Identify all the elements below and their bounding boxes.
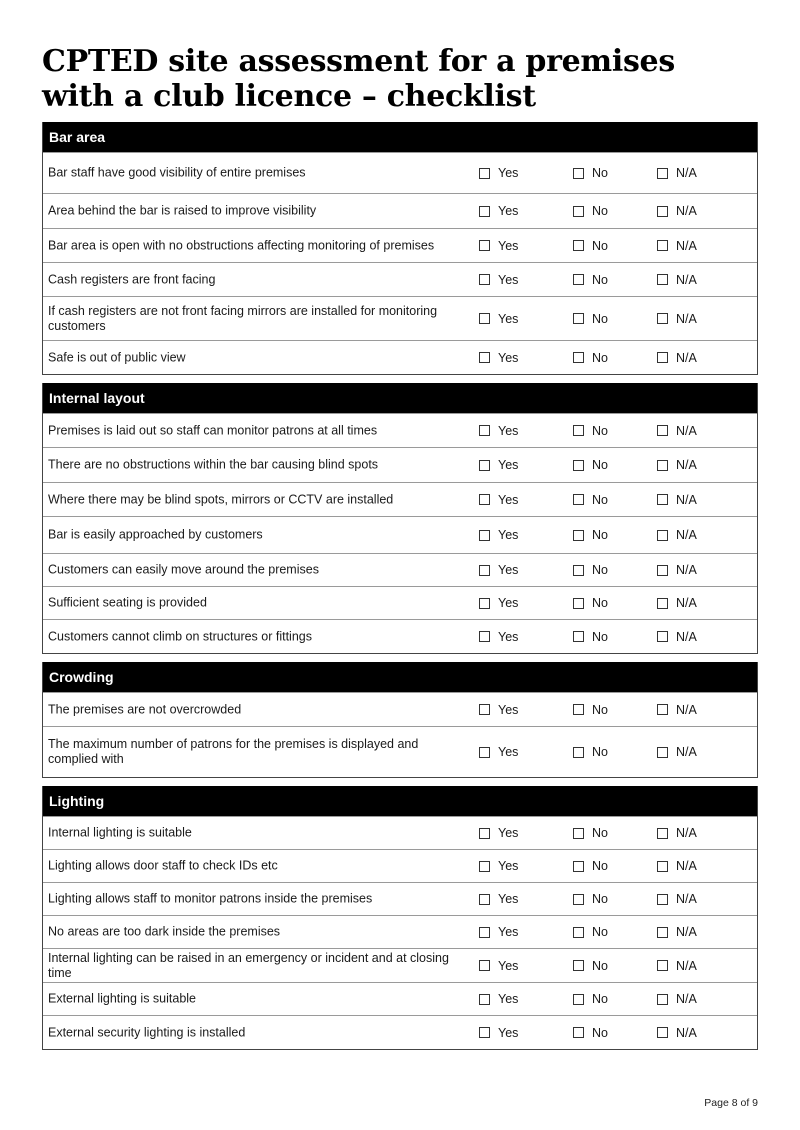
checkbox-na[interactable]: [657, 425, 668, 436]
section-heading: Lighting: [43, 786, 757, 816]
checkbox-na[interactable]: [657, 352, 668, 363]
option-label-no: No: [592, 892, 608, 906]
option-label-yes: Yes: [498, 892, 519, 906]
checklist-row: [43, 948, 757, 982]
option-label-na: N/A: [676, 492, 697, 507]
option-label-no: No: [592, 528, 608, 542]
checklist-row: [43, 726, 757, 777]
option-label-no: No: [592, 958, 608, 973]
option-label-no: No: [592, 272, 608, 287]
option-label-na: N/A: [676, 1025, 697, 1040]
option-na[interactable]: [657, 859, 697, 873]
section-heading: Internal layout: [43, 383, 757, 413]
checklist-row: [43, 553, 757, 586]
option-no[interactable]: [573, 703, 608, 717]
option-label-yes: Yes: [498, 272, 519, 287]
option-yes[interactable]: [479, 166, 518, 180]
option-no[interactable]: [573, 204, 608, 218]
checkbox-na[interactable]: [657, 460, 668, 471]
checkbox-no[interactable]: [573, 460, 584, 471]
checkbox-na[interactable]: [657, 530, 668, 541]
checkbox-na[interactable]: [657, 631, 668, 642]
option-na[interactable]: [657, 239, 697, 253]
option-no[interactable]: [573, 892, 608, 906]
option-no[interactable]: [573, 925, 608, 939]
option-yes[interactable]: [479, 351, 518, 365]
checklist-question: Bar area is open with no obstructions affecting monitoring of premises: [48, 238, 435, 252]
option-label-na: N/A: [676, 563, 697, 577]
option-na[interactable]: [657, 312, 697, 326]
option-label-yes: Yes: [498, 350, 519, 365]
option-label-yes: Yes: [498, 166, 519, 180]
checkbox-yes[interactable]: [479, 861, 490, 872]
option-label-no: No: [592, 992, 608, 1006]
option-yes[interactable]: [479, 596, 518, 610]
option-label-yes: Yes: [498, 859, 519, 873]
checkbox-yes[interactable]: [479, 704, 490, 715]
option-label-no: No: [592, 826, 608, 840]
option-label-no: No: [592, 204, 608, 218]
option-label-na: N/A: [676, 596, 697, 610]
checkbox-yes[interactable]: [479, 894, 490, 905]
option-label-no: No: [592, 492, 608, 507]
option-yes[interactable]: [479, 1026, 518, 1040]
checklist-section: [42, 662, 758, 778]
option-na[interactable]: [657, 166, 697, 180]
checkbox-na[interactable]: [657, 894, 668, 905]
checkbox-yes[interactable]: [479, 994, 490, 1005]
option-label-no: No: [592, 350, 608, 365]
checklist-question: Internal lighting is suitable: [48, 825, 192, 840]
checklist-question: Bar is easily approached by customers: [48, 527, 263, 542]
checklist-question: If cash registers are not front facing mirrors are installed for monitoring customers: [48, 303, 438, 333]
option-label-no: No: [592, 563, 608, 577]
option-na[interactable]: [657, 745, 697, 759]
option-label-na: N/A: [676, 528, 697, 542]
checkbox-no[interactable]: [573, 206, 584, 217]
checkbox-na[interactable]: [657, 828, 668, 839]
option-label-yes: Yes: [498, 958, 519, 973]
option-label-na: N/A: [676, 826, 697, 840]
checklist-question: Customers can easily move around the premises: [48, 562, 319, 577]
checkbox-yes[interactable]: [479, 425, 490, 436]
option-label-yes: Yes: [498, 1025, 519, 1040]
checklist-row: [43, 586, 757, 619]
checkbox-na[interactable]: [657, 274, 668, 285]
checkbox-no[interactable]: [573, 274, 584, 285]
checkbox-no[interactable]: [573, 352, 584, 363]
option-na[interactable]: [657, 351, 697, 365]
checkbox-no[interactable]: [573, 927, 584, 938]
option-no[interactable]: [573, 528, 608, 542]
checkbox-no[interactable]: [573, 168, 584, 179]
checkbox-na[interactable]: [657, 168, 668, 179]
checkbox-yes[interactable]: [479, 1027, 490, 1038]
option-yes[interactable]: [479, 273, 518, 287]
checkbox-na[interactable]: [657, 994, 668, 1005]
checkbox-na[interactable]: [657, 240, 668, 251]
checkbox-no[interactable]: [573, 1027, 584, 1038]
option-no[interactable]: [573, 493, 608, 507]
option-na[interactable]: [657, 424, 697, 438]
option-no[interactable]: [573, 1026, 608, 1040]
option-yes[interactable]: [479, 563, 518, 577]
checkbox-na[interactable]: [657, 313, 668, 324]
option-label-yes: Yes: [498, 992, 519, 1006]
option-na[interactable]: [657, 273, 697, 287]
checkbox-yes[interactable]: [479, 828, 490, 839]
checklist-row: [43, 692, 757, 726]
option-no[interactable]: [573, 424, 608, 438]
option-label-no: No: [592, 238, 608, 253]
option-na[interactable]: [657, 528, 697, 542]
checkbox-no[interactable]: [573, 828, 584, 839]
checkbox-yes[interactable]: [479, 747, 490, 758]
option-yes[interactable]: [479, 493, 518, 507]
checkbox-na[interactable]: [657, 206, 668, 217]
checkbox-yes[interactable]: [479, 313, 490, 324]
checklist-row: [43, 882, 757, 915]
option-label-na: N/A: [676, 311, 697, 326]
option-label-yes: Yes: [498, 458, 519, 472]
section-heading: Bar area: [43, 122, 757, 152]
checklist-row: [43, 619, 757, 653]
option-yes[interactable]: [479, 424, 518, 438]
checkbox-na[interactable]: [657, 598, 668, 609]
checklist-question: Safe is out of public view: [48, 350, 186, 364]
option-yes[interactable]: [479, 826, 518, 840]
option-yes[interactable]: [479, 204, 518, 218]
checklist-row: [43, 482, 757, 516]
option-label-no: No: [592, 166, 608, 180]
option-label-yes: Yes: [498, 311, 519, 326]
option-na[interactable]: [657, 703, 697, 717]
option-no[interactable]: [573, 630, 608, 644]
checkbox-no[interactable]: [573, 960, 584, 971]
checklist-question: Where there may be blind spots, mirrors or CCTV are installed: [48, 492, 394, 506]
option-label-no: No: [592, 629, 608, 644]
checkbox-yes[interactable]: [479, 960, 490, 971]
option-label-no: No: [592, 458, 608, 472]
checklist-question: Cash registers are front facing: [48, 272, 216, 286]
checkbox-no[interactable]: [573, 704, 584, 715]
checklist-section: [42, 122, 758, 375]
option-label-yes: Yes: [498, 826, 519, 840]
checklist-row: [43, 228, 757, 262]
option-no[interactable]: [573, 351, 608, 365]
checklist-section: [42, 786, 758, 1050]
checklist-row: [43, 849, 757, 882]
option-no[interactable]: [573, 563, 608, 577]
option-no[interactable]: [573, 959, 608, 973]
option-label-yes: Yes: [498, 629, 519, 644]
checklist-row: [43, 816, 757, 849]
option-label-na: N/A: [676, 925, 697, 939]
checkbox-no[interactable]: [573, 598, 584, 609]
checklist-question: The premises are not overcrowded: [48, 702, 242, 716]
checkbox-no[interactable]: [573, 994, 584, 1005]
option-label-na: N/A: [676, 204, 697, 218]
checklist-row: [43, 193, 757, 228]
option-yes[interactable]: [479, 239, 518, 253]
option-yes[interactable]: [479, 630, 518, 644]
option-yes[interactable]: [479, 925, 518, 939]
checklist-question: Internal lighting can be raised in an emergency or incident and at closing time: [48, 950, 449, 980]
option-label-na: N/A: [676, 992, 697, 1006]
checkbox-no[interactable]: [573, 631, 584, 642]
option-label-na: N/A: [676, 238, 697, 253]
checkbox-no[interactable]: [573, 565, 584, 576]
checkbox-no[interactable]: [573, 861, 584, 872]
checklist-question: The maximum number of patrons for the premises is displayed and complied with: [48, 737, 419, 766]
checkbox-yes[interactable]: [479, 206, 490, 217]
checkbox-no[interactable]: [573, 425, 584, 436]
checklist-row: [43, 915, 757, 948]
checklist-question: There are no obstructions within the bar causing blind spots: [48, 457, 379, 472]
checklist-question: No areas are too dark inside the premises: [48, 924, 281, 939]
checkbox-na[interactable]: [657, 704, 668, 715]
option-na[interactable]: [657, 563, 697, 577]
option-yes[interactable]: [479, 528, 518, 542]
option-yes[interactable]: [479, 892, 518, 906]
option-yes[interactable]: [479, 992, 518, 1006]
option-no[interactable]: [573, 312, 608, 326]
option-no[interactable]: [573, 859, 608, 873]
checklist-row: [43, 1015, 757, 1049]
option-label-no: No: [592, 702, 608, 717]
option-yes[interactable]: [479, 703, 518, 717]
section-heading: Crowding: [43, 662, 757, 692]
option-no[interactable]: [573, 273, 608, 287]
checklist-question: Lighting allows staff to monitor patrons inside the premises: [48, 891, 373, 906]
checkbox-no[interactable]: [573, 894, 584, 905]
checklist-row: [43, 296, 757, 340]
option-no[interactable]: [573, 745, 608, 759]
option-label-yes: Yes: [498, 204, 519, 218]
checklist-row: [43, 447, 757, 482]
option-label-na: N/A: [676, 166, 697, 180]
option-label-yes: Yes: [498, 492, 519, 507]
option-na[interactable]: [657, 630, 697, 644]
checkbox-na[interactable]: [657, 494, 668, 505]
option-label-no: No: [592, 596, 608, 610]
option-na[interactable]: [657, 959, 697, 973]
page-number: Page 8 of 9: [704, 1097, 758, 1109]
option-na[interactable]: [657, 458, 697, 472]
checklist-question: Area behind the bar is raised to improve visibility: [48, 203, 317, 218]
option-na[interactable]: [657, 1026, 697, 1040]
checklist-question: Lighting allows door staff to check IDs etc: [48, 858, 278, 873]
option-na[interactable]: [657, 493, 697, 507]
option-label-no: No: [592, 311, 608, 326]
checklist-row: [43, 262, 757, 296]
checkbox-yes[interactable]: [479, 598, 490, 609]
option-na[interactable]: [657, 596, 697, 610]
option-label-no: No: [592, 859, 608, 873]
checkbox-yes[interactable]: [479, 565, 490, 576]
option-label-no: No: [592, 423, 608, 438]
checklist-question: External security lighting is installed: [48, 1025, 246, 1039]
checklist-question: Sufficient seating is provided: [48, 595, 207, 610]
option-label-na: N/A: [676, 458, 697, 472]
checkbox-no[interactable]: [573, 240, 584, 251]
option-no[interactable]: [573, 458, 608, 472]
checkbox-yes[interactable]: [479, 530, 490, 541]
option-label-yes: Yes: [498, 596, 519, 610]
checkbox-yes[interactable]: [479, 494, 490, 505]
option-yes[interactable]: [479, 959, 518, 973]
option-label-na: N/A: [676, 745, 697, 759]
option-yes[interactable]: [479, 859, 518, 873]
checklist-row: [43, 340, 757, 374]
checklist-row: [43, 152, 757, 193]
checkbox-no[interactable]: [573, 530, 584, 541]
option-label-yes: Yes: [498, 528, 519, 542]
option-label-na: N/A: [676, 272, 697, 287]
option-label-no: No: [592, 1025, 608, 1040]
checkbox-no[interactable]: [573, 313, 584, 324]
checkbox-na[interactable]: [657, 927, 668, 938]
checklist-question: Premises is laid out so staff can monitor patrons at all times: [48, 423, 378, 437]
option-label-yes: Yes: [498, 563, 519, 577]
checklist-question: Bar staff have good visibility of entire premises: [48, 165, 306, 180]
option-label-yes: Yes: [498, 745, 519, 759]
option-na[interactable]: [657, 826, 697, 840]
option-na[interactable]: [657, 892, 697, 906]
checkbox-yes[interactable]: [479, 927, 490, 938]
option-label-na: N/A: [676, 702, 697, 717]
option-label-yes: Yes: [498, 238, 519, 253]
checkbox-no[interactable]: [573, 494, 584, 505]
option-label-na: N/A: [676, 859, 697, 873]
option-no[interactable]: [573, 166, 608, 180]
option-label-yes: Yes: [498, 925, 519, 939]
option-label-no: No: [592, 925, 608, 939]
checkbox-yes[interactable]: [479, 352, 490, 363]
checklist-question: Customers cannot climb on structures or fittings: [48, 629, 312, 643]
checkbox-na[interactable]: [657, 861, 668, 872]
option-label-na: N/A: [676, 423, 697, 438]
option-na[interactable]: [657, 204, 697, 218]
title-line-2: with a club licence – checklist: [42, 79, 536, 114]
option-label-na: N/A: [676, 892, 697, 906]
page-title: [42, 44, 742, 114]
option-label-yes: Yes: [498, 702, 519, 717]
title-line-1: CPTED site assessment for a premises: [42, 44, 675, 79]
checklist-question: External lighting is suitable: [48, 991, 196, 1006]
option-no[interactable]: [573, 826, 608, 840]
checklist-section: [42, 383, 758, 654]
checklist-row: [43, 516, 757, 553]
option-label-yes: Yes: [498, 423, 519, 438]
checkbox-yes[interactable]: [479, 240, 490, 251]
checkbox-no[interactable]: [573, 747, 584, 758]
option-yes[interactable]: [479, 312, 518, 326]
option-label-no: No: [592, 745, 608, 759]
option-label-na: N/A: [676, 958, 697, 973]
checklist-row: [43, 982, 757, 1015]
option-no[interactable]: [573, 992, 608, 1006]
option-yes[interactable]: [479, 745, 518, 759]
option-na[interactable]: [657, 992, 697, 1006]
option-label-na: N/A: [676, 629, 697, 644]
checkbox-na[interactable]: [657, 747, 668, 758]
checkbox-yes[interactable]: [479, 460, 490, 471]
option-no[interactable]: [573, 239, 608, 253]
option-no[interactable]: [573, 596, 608, 610]
checkbox-yes[interactable]: [479, 631, 490, 642]
option-na[interactable]: [657, 925, 697, 939]
checkbox-na[interactable]: [657, 565, 668, 576]
checkbox-yes[interactable]: [479, 274, 490, 285]
checkbox-na[interactable]: [657, 960, 668, 971]
checklist-row: [43, 413, 757, 447]
checkbox-na[interactable]: [657, 1027, 668, 1038]
checkbox-yes[interactable]: [479, 168, 490, 179]
option-label-na: N/A: [676, 350, 697, 365]
option-yes[interactable]: [479, 458, 518, 472]
